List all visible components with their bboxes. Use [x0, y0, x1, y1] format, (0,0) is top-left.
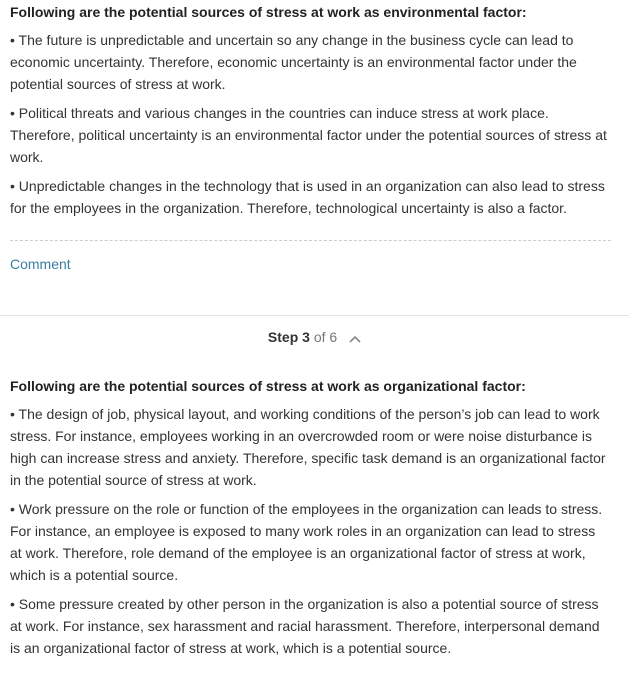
bullet-paragraph: • The future is unpredictable and uncertain so any change in the business cycle can lead to economic uncertainty. Therefore, economic uncertainty is an environmental factor under the potential sources of stress at work. — [10, 32, 577, 92]
bullet-paragraph: • Some pressure created by other person in the organization is also a potential source of stress at work. For instance, sex harassment and racial harassment. Therefore, interpersonal demand is an organizational factor of stress at work, which is a potential source. — [10, 596, 600, 656]
section-heading: Following are the potential sources of stress at work as organizational factor: — [10, 378, 526, 394]
step-total: of 6 — [313, 329, 338, 345]
bullet-paragraph: • The design of job, physical layout, and working conditions of the person’s job can lead to work stress. For instance, employees working in an overcrowded room or were noise disturbance is high can increase stress and anxiety. Therefore, specific task demand is an organizational factor in the potential source of stress at work. — [10, 406, 606, 488]
comment-link[interactable]: Comment — [10, 256, 71, 272]
environmental-factor-section — [10, 1, 610, 226]
section-heading: Following are the potential sources of stress at work as environmental factor: — [10, 4, 527, 20]
section-divider — [0, 315, 629, 316]
bullet-paragraph: • Unpredictable changes in the technology that is used in an organization can also lead to stress for the employees in the organization. Therefore, technological uncertainty is also a factor. — [10, 178, 605, 216]
step-number: 3 — [302, 329, 310, 345]
organizational-factor-section — [10, 375, 610, 666]
bullet-paragraph: • Political threats and various changes in the countries can induce stress at work place. Therefore, political uncertainty is an environmental factor under the potential sources of stress at work. — [10, 105, 607, 165]
step-label: Step — [267, 329, 299, 345]
dotted-separator — [10, 240, 611, 241]
step-indicator — [0, 326, 629, 349]
bullet-paragraph: • Work pressure on the role or function of the employees in the organization can leads to stress. For instance, an employee is exposed to many work roles in an organization can lead to stress at work. Therefore, role demand of the employee is an organizational factor of stress at work, which is a potential source. — [10, 501, 603, 583]
chevron-up-icon[interactable] — [349, 327, 361, 349]
